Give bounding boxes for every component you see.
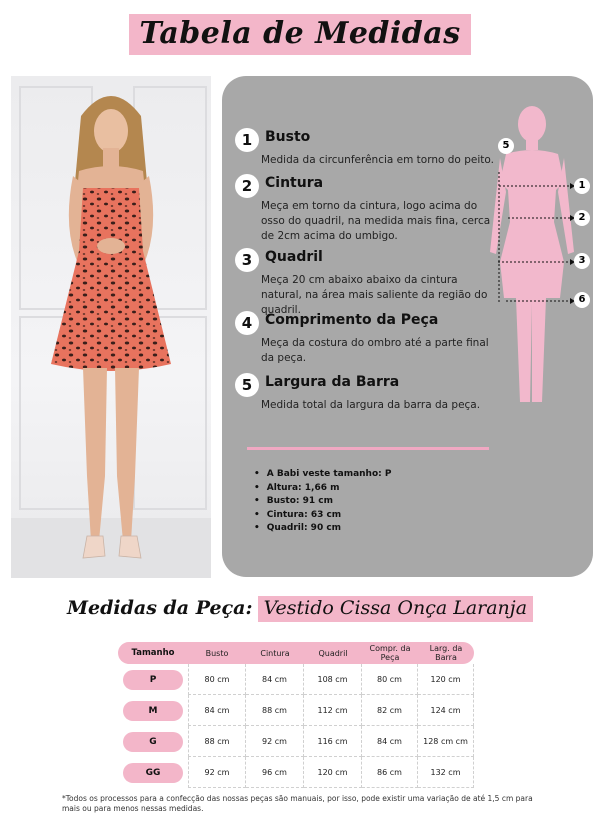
divider [247, 447, 489, 450]
measurement-title: Quadril [265, 249, 323, 265]
title-wrap [0, 14, 600, 55]
model-info-item: • Cintura: 63 cm [254, 509, 391, 523]
number-badge: 1 [235, 128, 259, 152]
measurement-description: Meça em torno da cintura, logo acima do osso do quadril, na medida mais fina, cerca de 2cm acima do umbigo. [261, 200, 491, 242]
table-cell: 108 cm [304, 664, 362, 695]
measurement-panel [222, 76, 593, 577]
table-header: Cintura [246, 642, 304, 664]
table-header-row [118, 642, 474, 664]
size-cell [118, 726, 188, 757]
model-figure [11, 76, 211, 578]
measurement-description: Meça da costura do ombro até a parte final da peça. [261, 337, 489, 364]
model-info-item: • A Babi veste tamanho: P [254, 468, 391, 482]
table-row [118, 726, 474, 757]
size-label: M [123, 701, 183, 721]
measurement-description: Medida da circunferência em torno do peito. [261, 154, 494, 166]
measurement-title: Largura da Barra [265, 374, 400, 390]
measurement-description: Meça 20 cm abaixo abaixo da cintura natural, na área mais saliente da região do quadril. [261, 274, 488, 316]
size-cell [118, 695, 188, 726]
table-header: Larg. da Barra [418, 642, 474, 664]
model-info-list [254, 468, 391, 536]
size-table [118, 642, 474, 788]
size-label: P [123, 670, 183, 690]
table-cell: 86 cm [362, 757, 418, 788]
figure-label: 6 [574, 292, 590, 308]
table-header: Busto [188, 642, 246, 664]
measurement-title: Busto [265, 129, 311, 145]
face [94, 109, 128, 153]
figure-label: 2 [574, 210, 590, 226]
measurement-title: Cintura [265, 175, 324, 191]
measurement-title: Comprimento da Peça [265, 312, 439, 328]
shoe [83, 536, 105, 558]
size-cell [118, 664, 188, 695]
leg-right [115, 368, 139, 541]
size-label: G [123, 732, 183, 752]
table-cell: 84 cm [246, 664, 304, 695]
table-cell: 96 cm [246, 757, 304, 788]
table-row [118, 664, 474, 695]
table-cell: 82 cm [362, 695, 418, 726]
number-badge: 4 [235, 311, 259, 335]
product-name: Vestido Cissa Onça Laranja [258, 596, 533, 622]
table-cell: 88 cm [188, 726, 246, 757]
table-cell: 116 cm [304, 726, 362, 757]
leg-left [83, 368, 107, 541]
table-row [118, 695, 474, 726]
table-cell: 84 cm [362, 726, 418, 757]
table-header: Tamanho [118, 642, 188, 664]
table-cell: 84 cm [188, 695, 246, 726]
subtitle [0, 597, 600, 619]
table-cell: 112 cm [304, 695, 362, 726]
size-label: GG [123, 763, 183, 783]
footnote: *Todos os processos para a confecção das nossas peças são manuais, por isso, pode existir uma variação de até 1,5 cm para mais ou para menos nessas medidas. [62, 794, 533, 813]
table-cell: 124 cm [418, 695, 474, 726]
figure-label: 3 [574, 253, 590, 269]
measurement-description: Medida total da largura da barra da peça. [261, 399, 481, 411]
number-badge: 5 [235, 373, 259, 397]
table-cell: 80 cm [362, 664, 418, 695]
product-photo [11, 76, 211, 578]
table-cell: 120 cm [304, 757, 362, 788]
model-info-item: • Quadril: 90 cm [254, 522, 391, 536]
table-cell: 88 cm [246, 695, 304, 726]
number-badge: 2 [235, 174, 259, 198]
page-title: Tabela de Medidas [129, 14, 470, 55]
shoe [119, 536, 141, 558]
model-info-item: • Altura: 1,66 m [254, 482, 391, 496]
figure-label: 5 [498, 138, 514, 154]
number-badge: 3 [235, 248, 259, 272]
figure-label: 1 [574, 178, 590, 194]
model-info-item: • Busto: 91 cm [254, 495, 391, 509]
table-cell: 128 cm cm [418, 726, 474, 757]
subtitle-prefix: Medidas da Peça: [66, 597, 253, 619]
table-cell: 132 cm [418, 757, 474, 788]
size-cell [118, 757, 188, 788]
table-header: Quadril [304, 642, 362, 664]
table-cell: 92 cm [246, 726, 304, 757]
table-cell: 120 cm [418, 664, 474, 695]
table-cell: 92 cm [188, 757, 246, 788]
table-header: Compr. da Peça [362, 642, 418, 664]
table-cell: 80 cm [188, 664, 246, 695]
table-row [118, 757, 474, 788]
